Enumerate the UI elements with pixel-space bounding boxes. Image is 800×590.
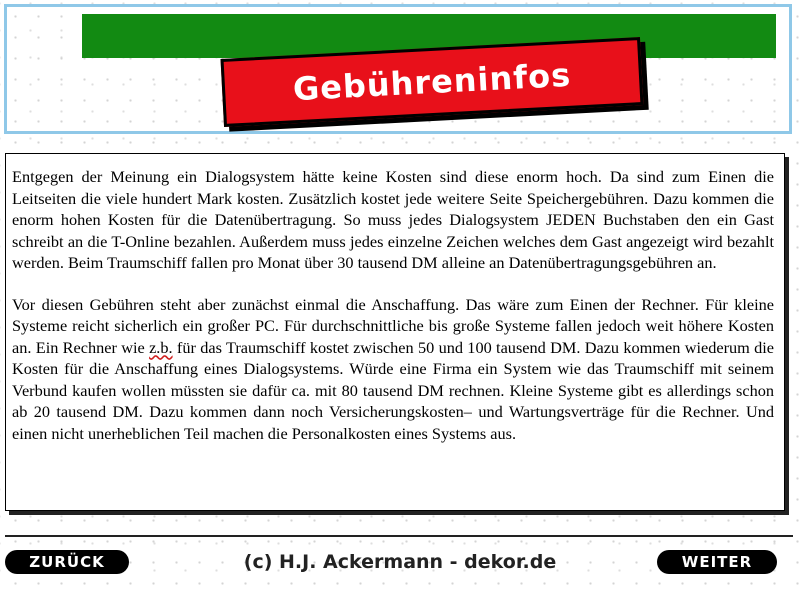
page-title: Gebühreninfos (291, 55, 573, 109)
content-box (5, 153, 785, 511)
spellcheck-word: z.b. (149, 337, 173, 357)
copyright-text: (c) H.J. Ackermann - dekor.de (243, 551, 557, 573)
back-button[interactable]: ZURÜCK (5, 550, 129, 574)
next-button[interactable]: WEITER (657, 550, 777, 574)
paragraph-acquisition: Vor diesen Gebühren steht aber zunächst einmal die Anschaffung. Das wäre zum Einen der Rechner. Für kleine Systeme reicht sicherlich ein großer PC. Für durchschnittliche bis große Systeme fallen jedoch weit höhere Kosten an. Ein Rechner wie z.b. für das Traumschiff kostet zwischen 50 und 100 tausend DM. Dazu kommen wiederum die Kosten für die Anschaffung eines Dialogsystems. Würde eine Firma ein System wie das Traumschiff mit seinem Verbund kaufen wollen müssten sie dafür ca. mit 80 tausend DM rechnen. Kleine Systeme gibt es allerdings schon ab 20 tausend DM. Dazu kommen dann noch Versicherungskosten– und Wartungsverträge für die Rechner. Und einen nicht unerheblichen Teil machen die Personalkosten eines Systems aus. (12, 294, 774, 443)
paragraph-costs: Entgegen der Meinung ein Dialogsystem hätte keine Kosten sind diese enorm hoch. Da sind zum Einen die Leitseiten die viele hundert Mark kosten. Zusätzlich kostet jede weitere Seite Speichergebühren. Dazu kommen die enorm hohen Kosten für die Datenübertragung. So muss jedes Dialogsystem JEDEN Buchstaben den ein Gast schreibt an die T-Online bezahlen. Außerdem muss jedes einzelne Zeichen welches dem Gast angezeigt wird bezahlt werden. Beim Traumschiff fallen pro Monat über 30 tausend DM alleine an Datenübertragungsgebühren an. (12, 167, 774, 272)
footer-divider (5, 535, 793, 537)
